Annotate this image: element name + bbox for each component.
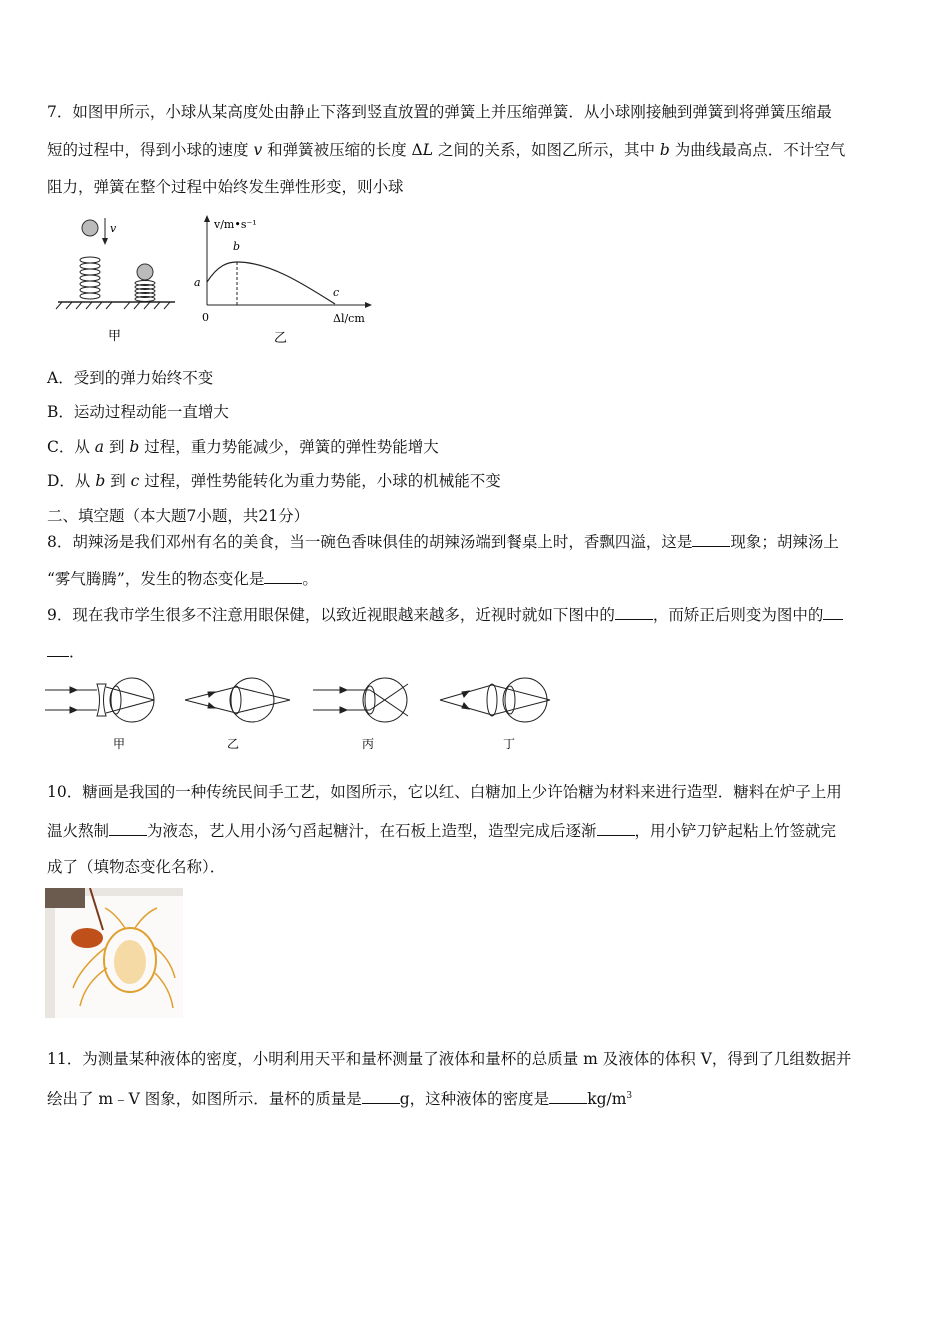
q10-blank-2[interactable] (597, 819, 635, 836)
q7-line-1: 7．如图甲所示，小球从某高度处由静止下落到竖直放置的弹簧上并压缩弹簧．从小球刚接触到弹簧到将弹簧压缩最 (47, 103, 832, 121)
caption-jia: 甲 (108, 329, 122, 344)
q7-line-3: 阻力，弹簧在整个过程中始终发生弹性形变，则小球 (47, 178, 404, 196)
compressed-spring (135, 281, 155, 302)
caption-yi: 乙 (274, 331, 288, 346)
q8-line-2: “雾气腾腾”，发生的物态变化是 。 (47, 567, 907, 590)
q11-line-2: 绘出了 m﹣V 图象，如图所示．量杯的质量是 g，这种液体的密度是 $kg/m^3$ (47, 1085, 907, 1110)
eye-diagram-jia (45, 678, 154, 722)
q9-blank-2[interactable] (823, 603, 843, 620)
sugar-painting-photo (45, 888, 183, 1018)
caption-bing-eye: 丙 (362, 737, 375, 751)
y-axis-arrow (204, 215, 210, 222)
q9-line-1: 9．现在我市学生很多不注意用眼保健，以致近视眼越来越多，近视时就如下图中的 ，而矫正后则变为图中的 (47, 603, 907, 626)
q10-line-3: 成了（填物态变化名称）． (47, 858, 226, 876)
q11-blank-2[interactable] (549, 1087, 587, 1104)
q10-blank-1[interactable] (109, 819, 147, 836)
q7-option-c: C．从 a 到 b 过程，重力势能减少，弹簧的弹性势能增大 (47, 438, 439, 456)
falling-ball (82, 220, 98, 236)
q9-blank-1[interactable] (615, 603, 653, 620)
ball-on-spring (137, 264, 153, 280)
q7-option-a: A．受到的弹力始终不变 (47, 369, 214, 387)
y-axis-label: v/m•s⁻¹ (214, 218, 257, 231)
point-c-label: c (333, 286, 340, 299)
q8-blank-2[interactable] (264, 567, 302, 584)
q8-line-1: 8．胡辣汤是我们邓州有名的美食，当一碗色香味俱佳的胡辣汤端到餐桌上时，香飘四溢，这是 现象；胡辣汤上 (47, 530, 907, 553)
point-a-label: a (194, 276, 201, 289)
caption-jia-eye: 甲 (113, 737, 126, 751)
q11-line-1: 11．为测量某种液体的密度，小明利用天平和量杯测量了液体和量杯的总质量 m 及液体的体积 V，得到了几组数据并 (47, 1050, 852, 1068)
section-2-heading: 二、填空题（本大题7小题，共21分） (47, 507, 310, 525)
q7-figure-yi (190, 210, 380, 350)
q9-blank-2-cont[interactable] (47, 640, 69, 657)
point-b-label: b (233, 240, 241, 253)
q7-figure-jia (50, 210, 190, 350)
q10-line-2: 温火熬制 为液态，艺人用小汤勺舀起糖汁，在石板上造型，造型完成后逐渐 ，用小铲刀铲起粘上竹签就完 (47, 819, 907, 842)
caption-ding-eye: 丁 (503, 737, 516, 751)
uncompressed-spring (80, 257, 100, 299)
x-axis-label: Δl/cm (333, 312, 365, 325)
q7-option-d: D．从 b 到 c 过程，弹性势能转化为重力势能，小球的机械能不变 (47, 472, 501, 490)
q8-blank-1[interactable] (692, 530, 730, 547)
ground-hatching (56, 302, 170, 309)
caption-yi-eye: 乙 (227, 737, 240, 751)
eye-diagram-bing (313, 678, 408, 722)
velocity-label: v (110, 222, 117, 235)
q11-blank-1[interactable] (362, 1087, 400, 1104)
velocity-arrowhead (102, 238, 108, 245)
velocity-curve (207, 262, 335, 304)
q7-option-b: B．运动过程动能一直增大 (47, 403, 229, 421)
eye-diagram-ding (440, 678, 550, 722)
x-axis-arrow (365, 302, 372, 308)
q9-line-2: ． (47, 640, 907, 663)
sugar-painting-illustration (45, 888, 183, 1018)
origin-label: 0 (202, 311, 209, 324)
q10-line-1: 10．糖画是我国的一种传统民间手工艺，如图所示，它以红、白糖加上少许饴糖为材料来进行造型．糖料在炉子上用 (47, 783, 842, 801)
q7-line-2: 短的过程中，得到小球的速度 v 和弹簧被压缩的长度 ΔL 之间的关系，如图乙所示，其中 b 为曲线最高点．不计空气 (47, 141, 846, 159)
eye-diagram-yi (185, 678, 290, 722)
q9-eye-diagrams (40, 672, 570, 756)
